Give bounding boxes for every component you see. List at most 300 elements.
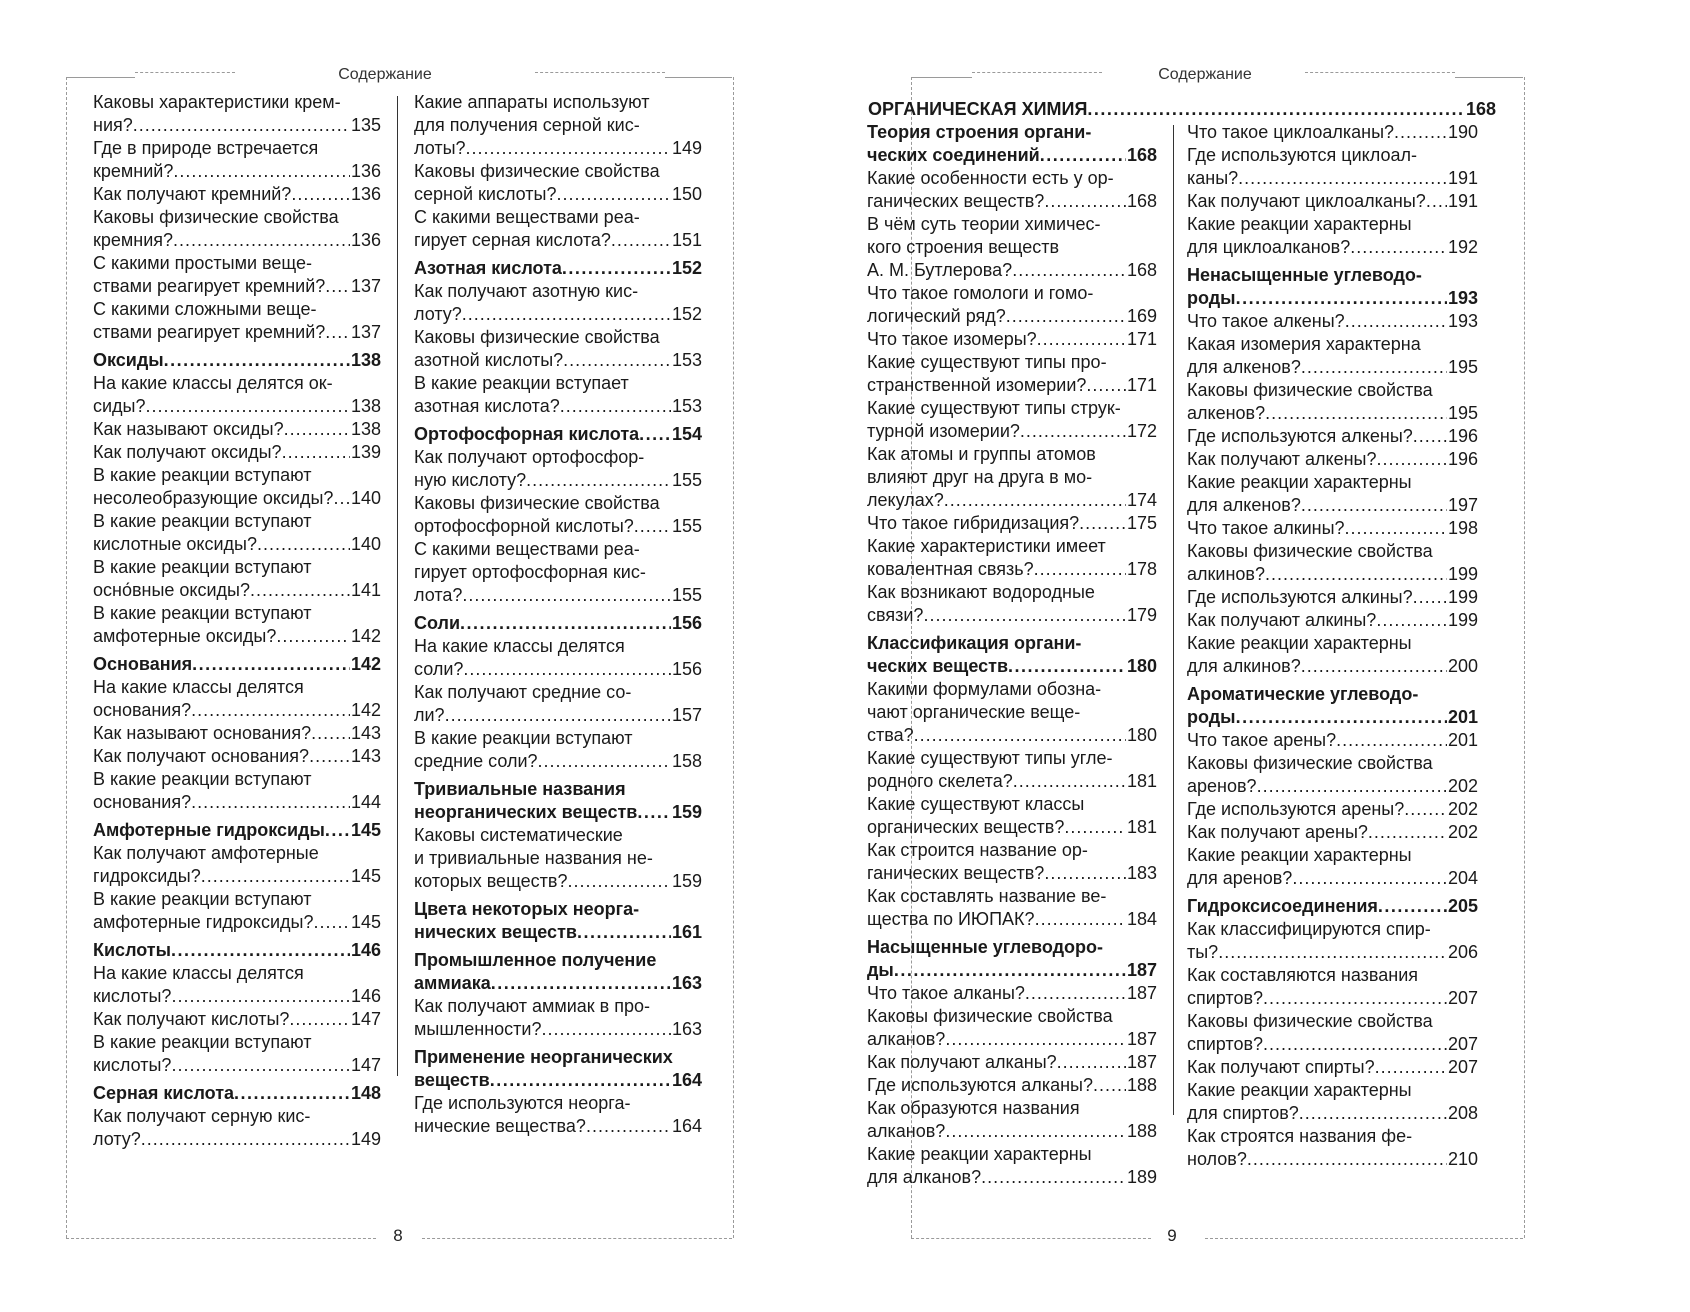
toc-entry-text: ганических веществ? [867,191,1045,211]
toc-entry[interactable] [414,824,702,893]
toc-column-2 [414,91,702,1138]
toc-page-number: 171 [1126,375,1157,395]
leader-dots [282,441,350,464]
toc-section[interactable] [93,653,381,676]
toc-entry-text: гирует ортофосфорная кис- [414,562,646,582]
toc-entry[interactable] [867,885,1157,931]
toc-entry-text: С какими сложными веще- [93,299,317,319]
toc-entry[interactable] [414,326,702,372]
header-rule-right [1305,72,1455,73]
leader-dots [1257,775,1447,798]
toc-entry[interactable] [93,1105,381,1151]
toc-entry-text: неорганических веществ [414,802,638,822]
leader-dots [1378,895,1447,918]
toc-entry[interactable] [867,1051,1157,1074]
toc-entry[interactable] [93,842,381,888]
toc-entry-text: алканов? [867,1029,946,1049]
toc-entry[interactable] [1187,310,1478,333]
toc-entry[interactable] [414,635,702,681]
toc-page-number: 147 [350,1055,381,1075]
toc-entry[interactable] [93,556,381,602]
leader-dots [333,487,350,510]
toc-entry[interactable] [867,213,1157,282]
toc-entry-text: для получения серной кис- [414,115,640,135]
toc-page-number: 206 [1447,942,1478,962]
toc-entry-text: Какие реакции характерны [1187,845,1412,865]
toc-entry-text: для спиртов? [1187,1103,1299,1123]
toc-entry-text: Серная кислота [93,1083,235,1103]
toc-page-number: 199 [1447,564,1478,584]
toc-entry-text: кого строения веществ [867,237,1060,257]
toc-page-number: 188 [1126,1075,1157,1095]
toc-entry-text: лоту? [414,304,462,324]
toc-entry[interactable] [1187,1079,1478,1125]
toc-page-number: 149 [671,138,702,158]
toc-entry-text: серной кислоты? [414,184,557,204]
toc-page-number: 143 [350,746,381,766]
toc-page-number: 159 [671,871,702,891]
toc-page-number: 190 [1447,122,1478,142]
toc-section[interactable] [414,1046,702,1092]
leader-dots [191,699,350,722]
toc-entry-text: Гидроксисоединения [1187,896,1378,916]
toc-section[interactable] [414,612,702,635]
toc-section[interactable] [414,898,702,944]
header-rule-left [972,72,1102,73]
toc-entry-text: органических веществ? [867,817,1065,837]
leader-dots [634,515,671,538]
toc-entry-text: лоту? [93,1129,141,1149]
toc-entry-text: для алкинов? [1187,656,1301,676]
leader-dots [541,1018,670,1041]
toc-page-number: 196 [1447,449,1478,469]
toc-page-number: 181 [1126,817,1157,837]
toc-entry[interactable] [867,1074,1157,1097]
toc-section[interactable] [93,349,381,372]
toc-page-number: 138 [350,396,381,416]
toc-entry[interactable] [867,747,1157,793]
toc-entry[interactable] [867,167,1157,213]
toc-entry-text: Как получают амфотерные [93,843,319,863]
toc-page-number: 149 [350,1129,381,1149]
running-header: Содержание [338,66,432,83]
toc-entry[interactable] [93,745,381,768]
leader-dots [1035,908,1126,931]
toc-page-number: 159 [671,802,702,822]
toc-entry[interactable] [1187,964,1478,1010]
toc-entry-text: ганических веществ? [867,863,1045,883]
toc-entry[interactable] [1187,425,1478,448]
toc-entry[interactable] [93,464,381,510]
toc-entry-text: Какие реакции характерны [1187,633,1412,653]
toc-entry-text: алканов? [867,1121,946,1141]
toc-entry-text: Какие существуют типы струк- [867,398,1121,418]
leader-dots [1375,1056,1447,1079]
leader-dots [276,625,350,648]
toc-entry-text: аммиака [414,973,491,993]
toc-entry-text: Цвета некоторых неорга- [414,899,640,919]
toc-entry-text: Классификация органи- [867,633,1082,653]
toc-page-number: 161 [671,922,702,942]
toc-entry-text: Что такое гибридизация? [867,513,1080,533]
toc-page-number: 174 [1126,490,1157,510]
toc-entry[interactable] [93,768,381,814]
toc-entry-text: Как получают кислоты? [93,1009,290,1029]
leader-dots [192,653,350,676]
leader-dots [1044,862,1126,885]
section-heading-page: 168 [1465,99,1496,119]
toc-page-number: 144 [350,792,381,812]
toc-entry-text: Ортофосфорная кислота [414,424,640,444]
toc-entry[interactable] [93,1008,381,1031]
frame-bottom-left [911,1238,1151,1239]
toc-entry-text: Какие существуют типы угле- [867,748,1113,768]
leader-dots [1265,402,1447,425]
leader-dots [1236,287,1447,310]
toc-entry-text: Каковы физические свойства [1187,380,1433,400]
toc-entry[interactable] [414,1092,702,1138]
leader-dots [1064,816,1126,839]
leader-dots [445,704,671,727]
toc-entry[interactable] [867,512,1157,535]
toc-page-number: 202 [1447,776,1478,796]
toc-entry-text: каны? [1187,168,1239,188]
toc-entry[interactable] [93,441,381,464]
toc-page-number: 153 [671,350,702,370]
toc-entry-text: Какие реакции характерны [1187,472,1412,492]
toc-entry[interactable] [867,1143,1157,1189]
leader-dots [1006,305,1126,328]
toc-entry-text: Как получают ортофосфор- [414,447,645,467]
toc-page-number: 163 [671,973,702,993]
toc-entry[interactable] [93,1031,381,1077]
leader-dots [1057,1051,1126,1074]
toc-entry[interactable] [1187,190,1478,213]
toc-section[interactable] [93,939,381,962]
toc-section[interactable] [867,121,1157,167]
toc-entry[interactable] [867,282,1157,328]
toc-entry[interactable] [93,602,381,648]
toc-page-number: 169 [1126,306,1157,326]
toc-section[interactable] [867,936,1157,982]
toc-entry-text: для алкенов? [1187,357,1301,377]
toc-page-number: 191 [1447,191,1478,211]
toc-entry[interactable] [414,681,702,727]
leader-dots [1292,867,1447,890]
toc-entry-text: Какими формулами обозна- [867,679,1102,699]
toc-entry-text: Где используются арены? [1187,799,1405,819]
toc-page-number: 145 [350,866,381,886]
toc-column-2 [1187,121,1478,1171]
toc-page-number: 171 [1126,329,1157,349]
leader-dots [1087,98,1465,121]
toc-entry[interactable] [1187,379,1478,425]
toc-entry[interactable] [867,839,1157,885]
leader-dots [289,1008,350,1031]
leader-dots [894,959,1126,982]
toc-entry[interactable] [867,1005,1157,1051]
section-heading[interactable] [868,98,1496,121]
leader-dots [637,801,671,824]
toc-entry[interactable] [93,298,381,344]
toc-entry[interactable] [867,793,1157,839]
toc-entry[interactable] [867,397,1157,443]
toc-entry-text: Что такое алканы? [867,983,1025,1003]
toc-column-1 [867,121,1157,1189]
toc-section[interactable] [1187,264,1478,310]
toc-page-number: 195 [1447,357,1478,377]
toc-entry-text: Каковы характеристики крем- [93,92,341,112]
toc-section[interactable] [93,1082,381,1105]
toc-entry[interactable] [414,446,702,492]
toc-entry[interactable] [414,995,702,1041]
toc-entry-text: Каковы физические свойства [414,161,660,181]
toc-entry-text: В какие реакции вступает [414,373,629,393]
toc-entry-text: кислотные оксиды? [93,534,257,554]
toc-entry[interactable] [414,206,702,252]
toc-page-number: 200 [1447,656,1478,676]
toc-page-number: 139 [350,442,381,462]
toc-entry-text: странственной изомерии? [867,375,1087,395]
toc-section[interactable] [93,819,381,842]
toc-entry-text: гирует серная кислота? [414,230,611,250]
leader-dots [1413,425,1447,448]
toc-entry[interactable] [414,538,702,607]
toc-entry[interactable] [1187,752,1478,798]
toc-entry-text: Амфотерные гидроксиды [93,820,325,840]
toc-entry[interactable] [1187,1125,1478,1171]
toc-entry[interactable] [414,372,702,418]
toc-entry[interactable] [1187,121,1478,144]
toc-entry-text: ную кислоту? [414,470,527,490]
leader-dots [1376,448,1446,471]
toc-entry-text: В чём суть теории химичес- [867,214,1101,234]
toc-entry-text: для алкенов? [1187,495,1301,515]
toc-entry-text: чают органические веще- [867,702,1081,722]
toc-entry-text: Как получают арены? [1187,822,1368,842]
toc-entry-text: Тривиальные названия [414,779,626,799]
toc-entry[interactable] [93,676,381,722]
leader-dots [284,418,350,441]
toc-entry[interactable] [1187,1010,1478,1056]
toc-page-number: 136 [350,161,381,181]
toc-entry-text: ты? [1187,942,1219,962]
toc-page-number: 137 [350,276,381,296]
toc-page-number: 192 [1447,237,1478,257]
toc-entry-text: Как строится название ор- [867,840,1088,860]
toc-section[interactable] [414,257,702,280]
toc-entry[interactable] [1187,844,1478,890]
toc-entry-text: Как строятся названия фе- [1187,1126,1413,1146]
toc-entry[interactable] [1187,448,1478,471]
toc-page-number: 205 [1447,896,1478,916]
toc-entry-text: Насыщенные углеводоро- [867,937,1103,957]
leader-dots [164,349,350,372]
right-page [845,0,1690,1312]
toc-entry[interactable] [1187,729,1478,752]
toc-section[interactable] [867,632,1157,678]
frame-bottom-left [66,1238,376,1239]
toc-page-number: 155 [671,585,702,605]
toc-section[interactable] [1187,895,1478,918]
toc-entry-text: Где в природе встречается [93,138,319,158]
toc-entry-text: Какие аппараты используют [414,92,650,112]
toc-page-number: 201 [1447,730,1478,750]
toc-column-1 [93,91,381,1151]
toc-page-number: 155 [671,470,702,490]
leader-dots [309,745,350,768]
toc-entry[interactable] [867,678,1157,747]
toc-entry[interactable] [1187,540,1478,586]
header-rule-left [135,72,235,73]
toc-entry[interactable] [867,328,1157,351]
toc-entry[interactable] [414,280,702,326]
toc-entry[interactable] [867,443,1157,512]
leader-dots [1247,1148,1447,1171]
toc-page-number: 151 [671,230,702,250]
toc-entry[interactable] [93,962,381,1008]
toc-entry-text: Какая изомерия характерна [1187,334,1421,354]
toc-entry[interactable] [867,581,1157,627]
toc-entry-text: В какие реакции вступают [414,728,633,748]
toc-entry[interactable] [93,888,381,934]
header-rule-right [535,72,665,73]
toc-page-number: 195 [1447,403,1478,423]
toc-entry-text: Каковы физические свойства [414,493,660,513]
toc-entry[interactable] [93,252,381,298]
toc-entry[interactable] [1187,517,1478,540]
toc-entry[interactable] [414,492,702,538]
toc-entry[interactable] [867,351,1157,397]
toc-entry-text: С какими веществами реа- [414,207,640,227]
toc-section[interactable] [414,949,702,995]
toc-entry[interactable] [1187,333,1478,379]
toc-entry[interactable] [93,91,381,137]
leader-dots [173,229,350,252]
toc-entry-text: Азотная кислота [414,258,562,278]
leader-dots [1218,941,1447,964]
toc-page-number: 191 [1447,168,1478,188]
toc-entry-text: Как составляются названия [1187,965,1419,985]
toc-page-number: 189 [1126,1167,1157,1187]
leader-dots [1013,770,1126,793]
toc-entry-text: Каковы физические свойства [93,207,339,227]
toc-entry-text: Какие существуют классы [867,794,1085,814]
toc-entry[interactable] [1187,918,1478,964]
toc-entry[interactable] [93,722,381,745]
leader-dots [466,137,671,160]
toc-entry-text: и тривиальные названия не- [414,848,653,868]
toc-entry[interactable] [1187,586,1478,609]
toc-entry-text: ствами реагирует кремний? [93,276,326,296]
toc-entry-text: Где используются алкены? [1187,426,1413,446]
toc-page-number: 157 [671,705,702,725]
toc-page-number: 164 [671,1070,702,1090]
leader-dots [325,321,350,344]
leader-dots [923,604,1126,627]
toc-section[interactable] [414,778,702,824]
toc-entry[interactable] [93,137,381,183]
toc-entry-text: Как получают кремний? [93,184,292,204]
toc-entry[interactable] [93,418,381,441]
toc-entry[interactable] [93,183,381,206]
toc-entry[interactable] [1187,821,1478,844]
toc-entry[interactable] [1187,609,1478,632]
toc-entry[interactable] [1187,144,1478,190]
toc-page-number: 202 [1447,822,1478,842]
toc-entry-text: Каковы физические свойства [1187,541,1433,561]
toc-entry[interactable] [867,535,1157,581]
leader-dots [1008,655,1126,678]
leader-dots [1079,512,1126,535]
toc-entry[interactable] [93,510,381,556]
toc-entry-text: Где используются алкины? [1187,587,1413,607]
toc-entry[interactable] [1187,471,1478,517]
toc-entry[interactable] [867,982,1157,1005]
toc-page-number: 147 [350,1009,381,1029]
leader-dots [563,349,671,372]
leader-dots [191,791,350,814]
leader-dots [1301,494,1447,517]
toc-page-number: 207 [1447,988,1478,1008]
leader-dots [1012,259,1126,282]
toc-entry[interactable] [414,91,702,160]
toc-entry[interactable] [1187,798,1478,821]
toc-entry-text: Как получают основания? [93,746,310,766]
toc-entry-text: Оксиды [93,350,164,370]
toc-entry-text: Как получают алканы? [867,1052,1057,1072]
toc-entry[interactable] [1187,213,1478,259]
toc-page-number: 146 [350,986,381,1006]
toc-section[interactable] [1187,683,1478,729]
leader-dots [171,985,350,1008]
leader-dots [325,819,350,842]
toc-entry[interactable] [1187,632,1478,678]
toc-entry-text: Где используются неорга- [414,1093,631,1113]
toc-entry-text: для алканов? [867,1167,982,1187]
toc-entry-text: средние соли? [414,751,538,771]
leader-dots [257,533,350,556]
toc-entry-text: Соли [414,613,461,633]
toc-page-number: 187 [1126,983,1157,1003]
toc-entry[interactable] [93,372,381,418]
leader-dots [577,921,671,944]
toc-entry-text: основания? [93,700,192,720]
toc-entry[interactable] [1187,1056,1478,1079]
toc-page-number: 193 [1447,288,1478,308]
toc-entry-text: ковалентная связь? [867,559,1034,579]
toc-entry-text: ли? [414,705,445,725]
running-header: Содержание [1158,66,1252,83]
toc-entry-text: Как получают аммиак в про- [414,996,651,1016]
toc-entry-text: Промышленное получение [414,950,657,970]
toc-page-number: 199 [1447,587,1478,607]
toc-entry[interactable] [414,160,702,206]
toc-section[interactable] [414,423,702,446]
toc-entry-text: Теория строения органи- [867,122,1092,142]
toc-page-number: 179 [1126,605,1157,625]
toc-entry[interactable] [414,727,702,773]
toc-entry-text: Как атомы и группы атомов [867,444,1096,464]
toc-entry-text: алкинов? [1187,564,1265,584]
toc-entry[interactable] [867,1097,1157,1143]
toc-entry-text: Каковы систематические [414,825,623,845]
leader-dots [314,911,350,934]
toc-page-number: 140 [350,488,381,508]
toc-entry[interactable] [93,206,381,252]
leader-dots [171,939,350,962]
toc-page-number: 155 [671,516,702,536]
